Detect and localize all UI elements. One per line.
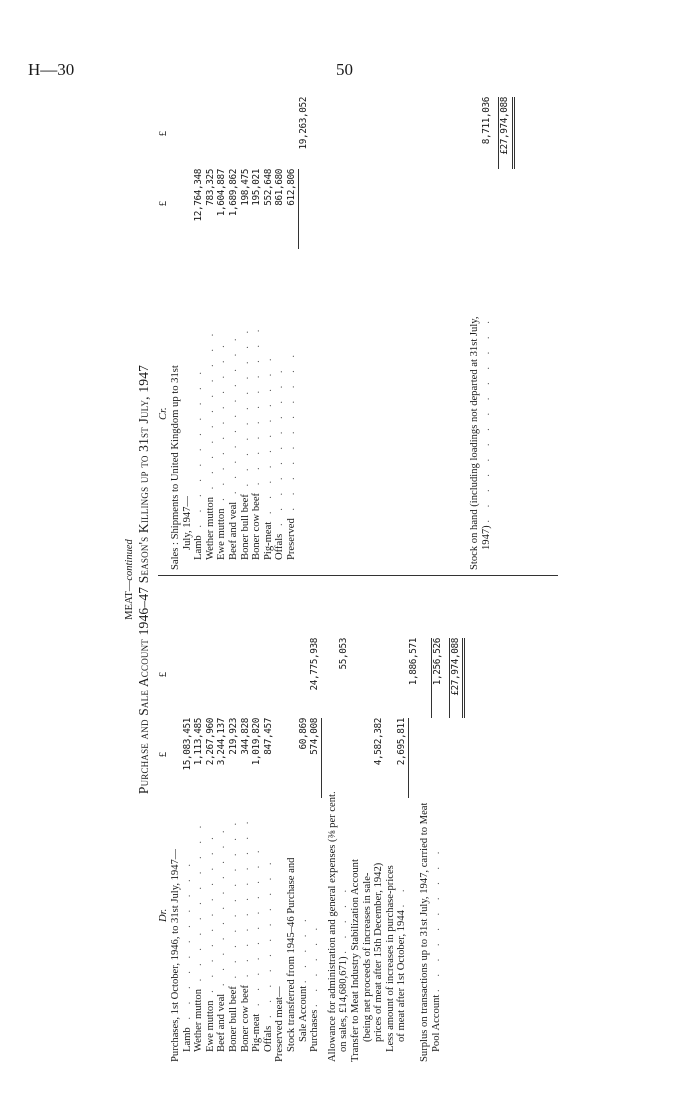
allowance-amount: 55,053: [338, 638, 350, 670]
stock-on-hand-label-2: 1947) . . . . . . . . . . . . . .: [480, 316, 492, 550]
line-item: [263, 97, 275, 570]
line-item-label: Lamb . . . . . . . . . . .: [193, 367, 205, 560]
account-title: Purchase and Sale Account 1946–47 Season's Killings up to 31st July, 1947: [136, 364, 151, 795]
line-item-text: Wether mutton: [204, 497, 216, 560]
line-item-label: Lamb . . . . . . . . . . .: [181, 859, 193, 1052]
cr-currency-2: £: [158, 131, 169, 137]
less-label: Less amount of increases in purchase-prices: [384, 865, 396, 1052]
line-item-amount: 783,325: [204, 169, 216, 206]
surplus-label: Surplus on transactions up to 31st July, 1947, carried to Meat: [419, 802, 431, 1062]
line-item-label: Beef and veal . . . . . . . . . . .: [216, 825, 228, 1052]
line-item-amount: 861,680: [274, 169, 286, 206]
line-item-amount: 1,689,862: [227, 169, 239, 217]
line-item-text: Pig-meat: [262, 521, 274, 560]
debit-side: [158, 580, 460, 1062]
line-item: [263, 580, 275, 1062]
line-item-text: Ewe mutton: [204, 1000, 216, 1052]
credit-side: [158, 97, 510, 570]
line-item: [216, 580, 228, 1062]
line-item-label: Boner cow beef . . . . . . . . . . .: [239, 816, 251, 1052]
stock-on-hand-amount: 8,711,036: [480, 97, 492, 145]
line-item-amount: 1,604,887: [216, 169, 228, 217]
line-item-text: Lamb: [193, 535, 205, 560]
stock-on-hand-text-2: 1947): [480, 525, 492, 550]
transfer-label-3: prices of meat after 15th December, 1942): [373, 862, 385, 1042]
page-number: 50: [336, 60, 353, 79]
stock-transferred-label: Stock transferred from 1945–46 Purchase and: [285, 857, 297, 1052]
line-item-amount: 847,457: [262, 718, 274, 755]
stock-transferred-amount: 60,869: [297, 718, 309, 750]
dr-label: Dr.: [158, 908, 169, 922]
line-item: [193, 580, 205, 1062]
line-item-label: Beef and veal . . . . . . . . . . .: [227, 333, 239, 560]
preserved-purchases-text: Purchases: [309, 1009, 321, 1052]
line-item: [240, 580, 252, 1062]
section-label: MEAT—: [124, 580, 135, 620]
line-item-label: Boner bull beef . . . . . . . . . . .: [227, 817, 239, 1052]
line-item: [286, 97, 298, 570]
line-item: [216, 97, 228, 570]
sale-account-label: Sale Account . . . . .: [297, 914, 309, 1042]
line-item-label: Pig-meat . . . . . . . . . . .: [262, 353, 274, 560]
line-item-text: Ewe mutton: [216, 508, 228, 560]
sale-account-text: Sale Account: [297, 985, 309, 1042]
debit-total: £27,974,088: [449, 638, 466, 718]
less-label-2: of meat after 1st October, 1944 . .: [396, 884, 408, 1042]
line-item-amount: 1,019,820: [251, 718, 263, 766]
line-item: [228, 97, 240, 570]
allowance-text-2: on sales, £14,680,671): [338, 956, 350, 1052]
line-item-amount: 612,806: [286, 169, 299, 249]
surplus-amount: 1,256,526: [431, 638, 444, 718]
transfer-label: Transfer to Meat Industry Stabilization Account: [349, 859, 361, 1062]
stock-on-hand-label: Stock on hand (including loadings not departed at 31st July,: [469, 316, 481, 570]
line-item-amount: 195,021: [251, 169, 263, 206]
allowance-label: Allowance for administration and general expenses (⅜ per cent.: [326, 791, 338, 1062]
line-item-amount: 3,244,137: [216, 718, 228, 766]
line-item-text: Beef and veal: [227, 501, 239, 560]
rotated-account-table: [122, 97, 562, 1062]
line-item-label: Ewe mutton . . . . . . . . . . .: [204, 832, 216, 1052]
page-code: H—30: [28, 60, 75, 79]
line-item-text: Boner bull beef: [239, 494, 251, 560]
line-item: [205, 580, 217, 1062]
preserved-heading: Preserved meat—: [274, 986, 286, 1062]
less-amount: 2,695,811: [396, 718, 409, 798]
cr-currency-1: £: [158, 201, 169, 207]
section-continued: continued: [124, 539, 135, 581]
line-item-amount: 198,475: [239, 169, 251, 206]
line-item-amount: 1,113,485: [193, 718, 205, 766]
preserved-purchases-label: Purchases . . . . . .: [309, 922, 321, 1052]
line-item-text: Boner bull beef: [227, 986, 239, 1052]
line-item-label: Boner bull beef . . . . . . . . . . .: [239, 325, 251, 560]
allowance-label-2: on sales, £14,680,671) . . . . .: [338, 884, 350, 1052]
purchases-heading: Purchases, 1st October, 1946, to 31st July, 1947—: [170, 848, 181, 1062]
line-item-label: Offals . . . . . . . . . . .: [262, 857, 274, 1052]
line-item-amount: 2,267,960: [204, 718, 216, 766]
transfer-amount: 4,582,382: [373, 718, 385, 766]
line-item-text: Beef and veal: [216, 993, 228, 1052]
line-item-text: Offals: [274, 533, 286, 560]
line-item-amount: 12,764,348: [193, 169, 205, 222]
line-item-label: Wether mutton . . . . . . . . . . .: [193, 820, 205, 1052]
credit-total: £27,974,088: [498, 97, 515, 169]
line-item: [251, 580, 263, 1062]
line-item-amount: 15,083,451: [181, 718, 193, 771]
line-item: [182, 580, 194, 1062]
line-item: [251, 97, 263, 570]
line-item-label: Pig-meat . . . . . . . . . . .: [251, 845, 263, 1052]
line-item: [193, 97, 205, 570]
sales-heading: Sales : Shipments to United Kingdom up to 31st: [170, 365, 181, 570]
line-item-amount: 344,828: [239, 718, 251, 755]
net-transfer-amount: 1,886,571: [407, 638, 419, 686]
line-item-label: Boner cow beef . . . . . . . . . . .: [251, 324, 263, 560]
line-item-amount: 552,648: [262, 169, 274, 206]
line-item-text: Boner cow beef: [239, 984, 251, 1052]
surplus-text-2: Pool Account: [431, 994, 443, 1052]
line-item-text: Offals: [262, 1025, 274, 1052]
dr-currency-1: £: [158, 752, 169, 758]
purchases-subtotal: 24,775,938: [309, 638, 321, 691]
less-text-2: of meat after 1st October, 1944: [396, 910, 408, 1042]
line-item-text: Lamb: [181, 1027, 193, 1052]
line-item-text: Boner cow beef: [251, 492, 263, 560]
cr-label: Cr.: [158, 407, 169, 420]
line-item: [240, 97, 252, 570]
line-item: [228, 580, 240, 1062]
line-item-label: Preserved . . . . . . . . . . .: [285, 349, 297, 560]
line-item-amount: 219,923: [227, 718, 239, 755]
transfer-label-2: (being net proceeds of increases in sale-: [361, 872, 373, 1042]
line-item-label: Ewe mutton . . . . . . . . . . .: [216, 340, 228, 560]
purchases-list: [182, 580, 275, 1062]
dr-currency-2: £: [158, 672, 169, 678]
sales-heading-2: July, 1947—: [181, 495, 193, 550]
preserved-purchases-amount: 574,008: [309, 718, 322, 798]
column-divider: [158, 575, 558, 576]
line-item: [205, 97, 217, 570]
line-item-text: Wether mutton: [193, 989, 205, 1052]
line-item: [274, 97, 286, 570]
line-item-label: Wether mutton . . . . . . . . . . .: [204, 328, 216, 560]
line-item-label: Offals . . . . . . . . . . .: [274, 365, 286, 560]
line-item-text: Preserved: [285, 518, 297, 560]
section-heading: [124, 97, 136, 1062]
surplus-label-2: Pool Account . . . . . . . . . .: [431, 846, 443, 1052]
sales-total: 19,263,052: [297, 97, 309, 150]
line-item-text: Pig-meat: [251, 1013, 263, 1052]
sales-list: [193, 97, 297, 570]
